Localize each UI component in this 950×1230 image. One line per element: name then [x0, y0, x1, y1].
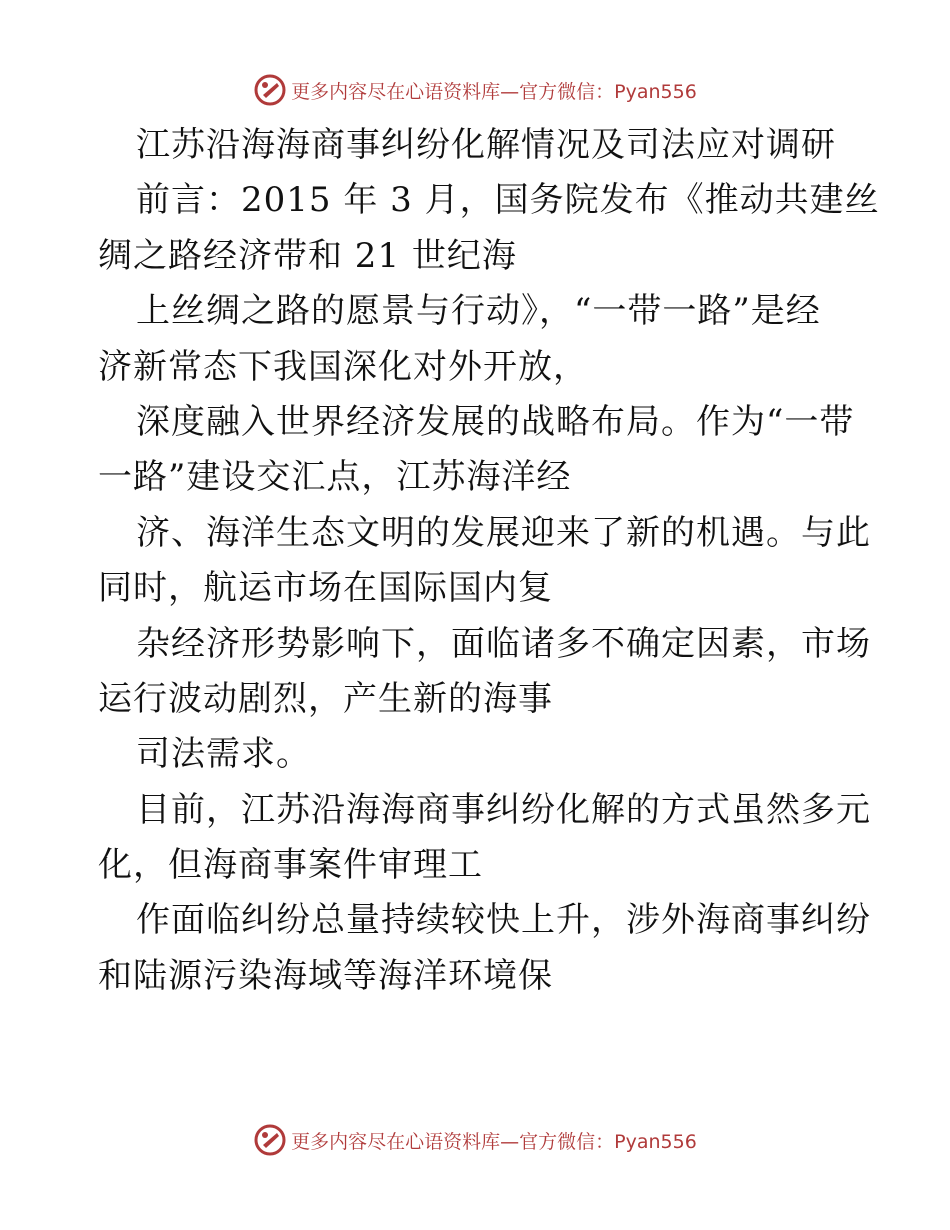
text-line: 目前，江苏沿海海商事纠纷化解的方式虽然多元 — [136, 789, 871, 830]
text-line: 一路”建设交汇点，江苏海洋经 — [98, 457, 572, 498]
text-line: 前言：2015 年 3 月，国务院发布《推动共建丝 — [136, 180, 880, 221]
text-line: 深度融入世界经济发展的战略布局。作为“一带 — [136, 401, 855, 442]
text-line: 同时，航运市场在国际国内复 — [98, 568, 553, 609]
text-line: 绸之路经济带和 21 世纪海 — [98, 235, 517, 276]
banner-text: 更多内容尽在心语资料库—官方微信：Pyan556 — [291, 80, 697, 103]
text-line: 司法需求。 — [136, 734, 311, 775]
text-line: 杂经济形势影响下，面临诸多不确定因素，市场 — [136, 623, 871, 664]
text-line: 作面临纠纷总量持续较快上升，涉外海商事纠纷 — [136, 900, 871, 941]
banner-text: 更多内容尽在心语资料库—官方微信：Pyan556 — [291, 1130, 697, 1153]
text-line: 济新常态下我国深化对外开放， — [98, 346, 588, 387]
footer-banner — [0, 1120, 950, 1160]
brand-logo-icon — [253, 73, 287, 107]
text-line: 江苏沿海海商事纠纷化解情况及司法应对调研 — [136, 125, 836, 165]
brand-logo-icon — [253, 1123, 287, 1157]
text-line: 运行波动剧烈，产生新的海事 — [98, 678, 553, 719]
text-line: 和陆源污染海域等海洋环境保 — [98, 955, 553, 996]
text-line: 济、海洋生态文明的发展迎来了新的机遇。与此 — [136, 512, 871, 553]
text-line: 化，但海商事案件审理工 — [98, 845, 483, 886]
document-body — [98, 118, 880, 1004]
header-banner — [0, 70, 950, 110]
text-line: 上丝绸之路的愿景与行动》，“一带一路”是经 — [136, 291, 821, 332]
